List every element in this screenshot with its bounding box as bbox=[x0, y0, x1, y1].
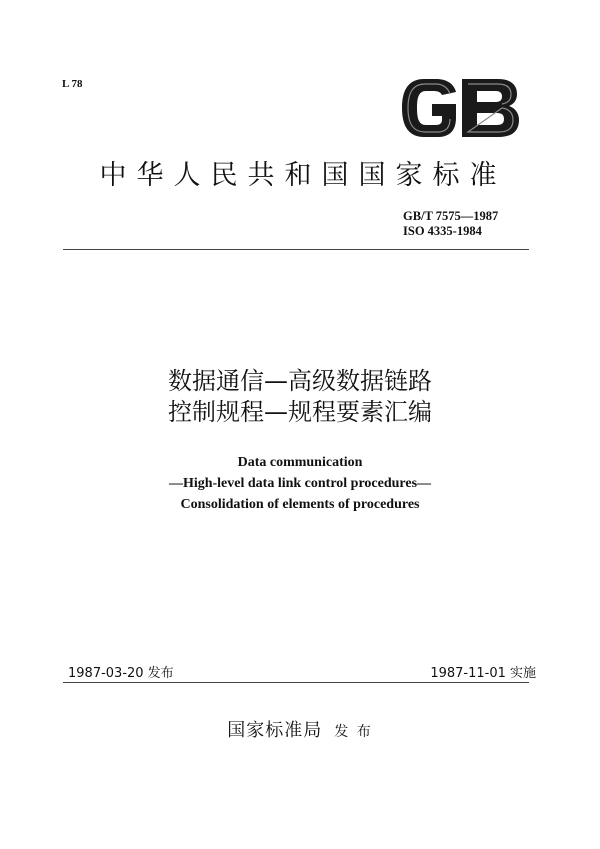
classification-code: L 78 bbox=[62, 78, 83, 90]
gb-logo-mark bbox=[398, 74, 522, 142]
bottom-divider bbox=[63, 682, 529, 683]
standard-title: 中华人民共和国国家标准 bbox=[99, 160, 507, 191]
english-title bbox=[0, 452, 600, 515]
chinese-title bbox=[0, 366, 600, 428]
chinese-title-line-2: 控制规程—规程要素汇编 bbox=[168, 398, 432, 426]
publisher bbox=[0, 716, 600, 742]
english-title-line-1: Data communication bbox=[237, 455, 363, 470]
top-divider bbox=[63, 249, 529, 250]
standard-codes bbox=[403, 209, 498, 239]
issue-date: 1987-03-20 发布 bbox=[68, 666, 174, 681]
publisher-name: 国家标准局 bbox=[227, 720, 323, 741]
iso-code: ISO 4335-1984 bbox=[403, 224, 482, 238]
gb-code: GB/T 7575—1987 bbox=[403, 209, 499, 223]
gb-logo bbox=[398, 74, 522, 142]
english-title-line-2: —High-level data link control procedures— bbox=[168, 476, 432, 491]
implementation-date: 1987-11-01 实施 bbox=[430, 666, 536, 681]
publisher-suffix: 发 布 bbox=[334, 724, 373, 740]
english-title-line-3: Consolidation of elements of procedures bbox=[180, 497, 420, 512]
chinese-title-line-1: 数据通信—高级数据链路 bbox=[168, 367, 432, 395]
